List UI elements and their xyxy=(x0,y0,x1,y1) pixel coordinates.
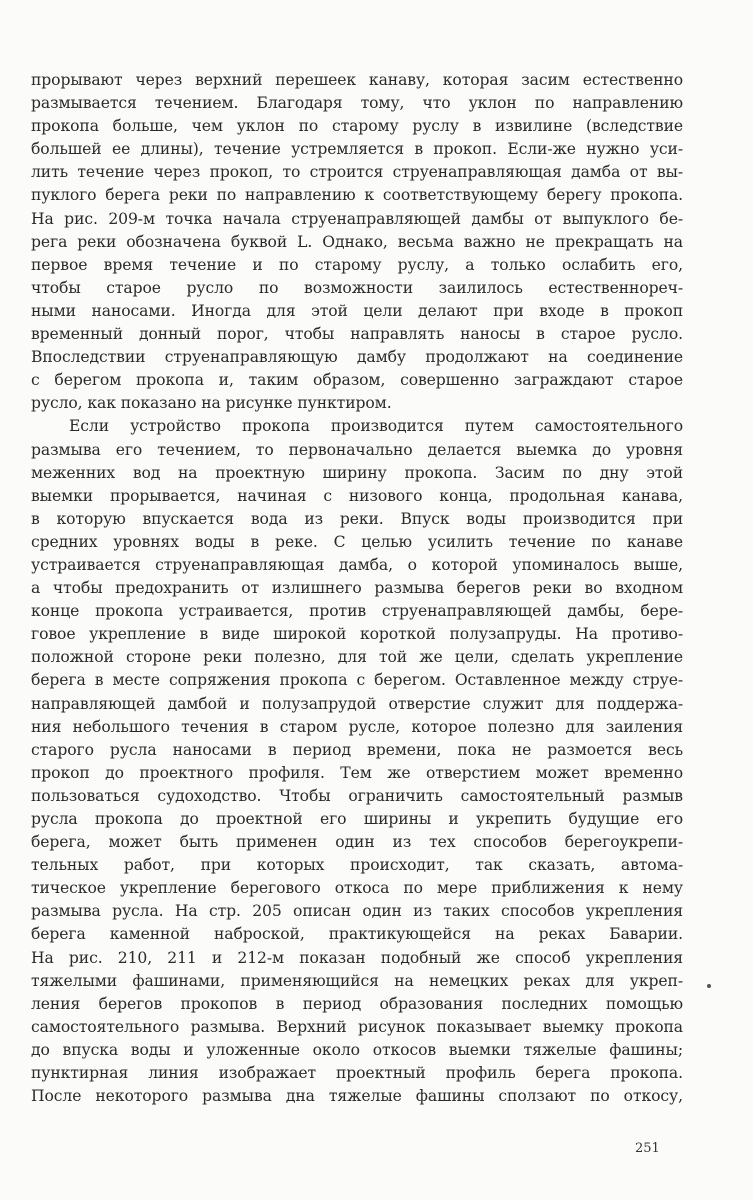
text-line: в которую впускается вода из реки. Впуск воды производится при xyxy=(31,509,683,528)
text-line: средних уровнях воды в реке. С целью усилить течение по канаве xyxy=(31,532,683,551)
text-line: направляющей дамбой и полузапрудой отверстие служит для поддержа- xyxy=(31,694,683,713)
text-line: размыва его течением, то первоначально делается выемка до уровня xyxy=(31,440,683,459)
body-text xyxy=(31,69,683,1108)
text-line: меженних вод на проектную ширину прокопа. Засим по дну этой xyxy=(31,463,683,482)
text-line: тяжелыми фашинами, применяющийся на немецких реках для укреп- xyxy=(31,971,683,990)
text-line: берега в месте сопряжения прокопа с берегом. Оставленное между струе- xyxy=(31,671,683,690)
text-line: большей ее длины), течение устремляется в прокоп. Если-же нужно уси- xyxy=(31,140,683,159)
text-line: выемки прорывается, начиная с низового конца, продольная канава, xyxy=(31,486,683,505)
text-line: старого русла наносами в период времени, пока не размоется весь xyxy=(31,740,683,759)
text-line: русло, как показано на рисунке пунктиром. xyxy=(31,394,392,413)
text-line: лить течение через прокоп, то строится струенаправляющая дамба от вы- xyxy=(31,163,683,182)
paragraph xyxy=(31,415,683,1108)
text-line: тельных работ, при которых происходит, так сказать, автома- xyxy=(31,856,683,875)
text-line: размыва русла. На стр. 205 описан один из таких способов укрепления xyxy=(31,902,683,921)
text-line: берега каменной наброской, практикующейся на реках Баварии. xyxy=(31,925,683,944)
paragraph xyxy=(31,69,683,415)
text-line: с берегом прокопа и, таким образом, совершенно заграждают старое xyxy=(31,371,683,390)
text-line: ными наносами. Иногда для этой цели делают при входе в прокоп xyxy=(31,301,683,320)
text-line: прорывают через верхний перешеек канаву, которая засим естественно xyxy=(31,71,683,89)
text-line: После некоторого размыва дна тяжелые фашины сползают по откосу, xyxy=(31,1087,683,1106)
text-line: пуклого берега реки по направлению к соответствующему берегу прокопа. xyxy=(31,186,683,205)
ink-speck xyxy=(707,984,711,988)
text-line: прокоп до проектного профиля. Тем же отверстием может временно xyxy=(31,763,683,782)
text-line: пользоваться судоходство. Чтобы ограничить самостоятельный размыв xyxy=(31,786,683,805)
text-line: чтобы старое русло по возможности заилилось естественнореч- xyxy=(31,278,683,297)
text-line: до впуска воды и уложенные около откосов выемки тяжелые фашины; xyxy=(31,1040,683,1059)
text-line: На рис. 209-м точка начала струенаправляющей дамбы от выпуклого бе- xyxy=(31,209,683,228)
text-line: конце прокопа устраивается, против струенаправляющей дамбы, бере- xyxy=(31,602,683,621)
text-line: говое укрепление в виде широкой короткой полузапруды. На противо- xyxy=(31,625,683,644)
text-line: пунктирная линия изображает проектный профиль берега прокопа. xyxy=(31,1064,683,1083)
text-line: а чтобы предохранить от излишнего размыва берегов реки во входном xyxy=(31,579,683,598)
text-line: временный донный порог, чтобы направлять наносы в старое русло. xyxy=(31,325,683,344)
text-line: прокопа больше, чем уклон по старому руслу в извилине (вследствие xyxy=(31,117,683,136)
text-line: берега, может быть применен один из тех способов берегоукрепи- xyxy=(31,833,683,852)
text-line: Если устройство прокопа производится путем самостоятельного xyxy=(69,417,683,436)
text-line: рега реки обозначена буквой L. Однако, весьма важно не прекращать на xyxy=(31,232,683,251)
text-line: положной стороне реки полезно, для той же цели, сделать укрепление xyxy=(31,648,683,667)
page-number: 251 xyxy=(635,1141,660,1156)
text-line: устраивается струенаправляющая дамба, о которой упоминалось выше, xyxy=(31,555,683,574)
text-line: первое время течение и по старому руслу, а только ослабить его, xyxy=(31,255,683,274)
text-line: На рис. 210, 211 и 212-м показан подобный же способ укрепления xyxy=(31,948,683,967)
text-line: ния небольшого течения в старом русле, которое полезно для заиления xyxy=(31,717,683,736)
text-line: Впоследствии струенаправляющую дамбу продолжают на соединение xyxy=(31,348,683,367)
text-line: тическое укрепление берегового откоса по мере приближения к нему xyxy=(31,879,683,898)
text-line: русла прокопа до проектной его ширины и укрепить будущие его xyxy=(31,810,683,828)
text-line: ления берегов прокопов в период образования последних помощью xyxy=(31,994,683,1013)
text-line: самостоятельного размыва. Верхний рисунок показывает выемку прокопа xyxy=(31,1017,683,1036)
text-line: размывается течением. Благодаря тому, что уклон по направлению xyxy=(31,94,683,113)
